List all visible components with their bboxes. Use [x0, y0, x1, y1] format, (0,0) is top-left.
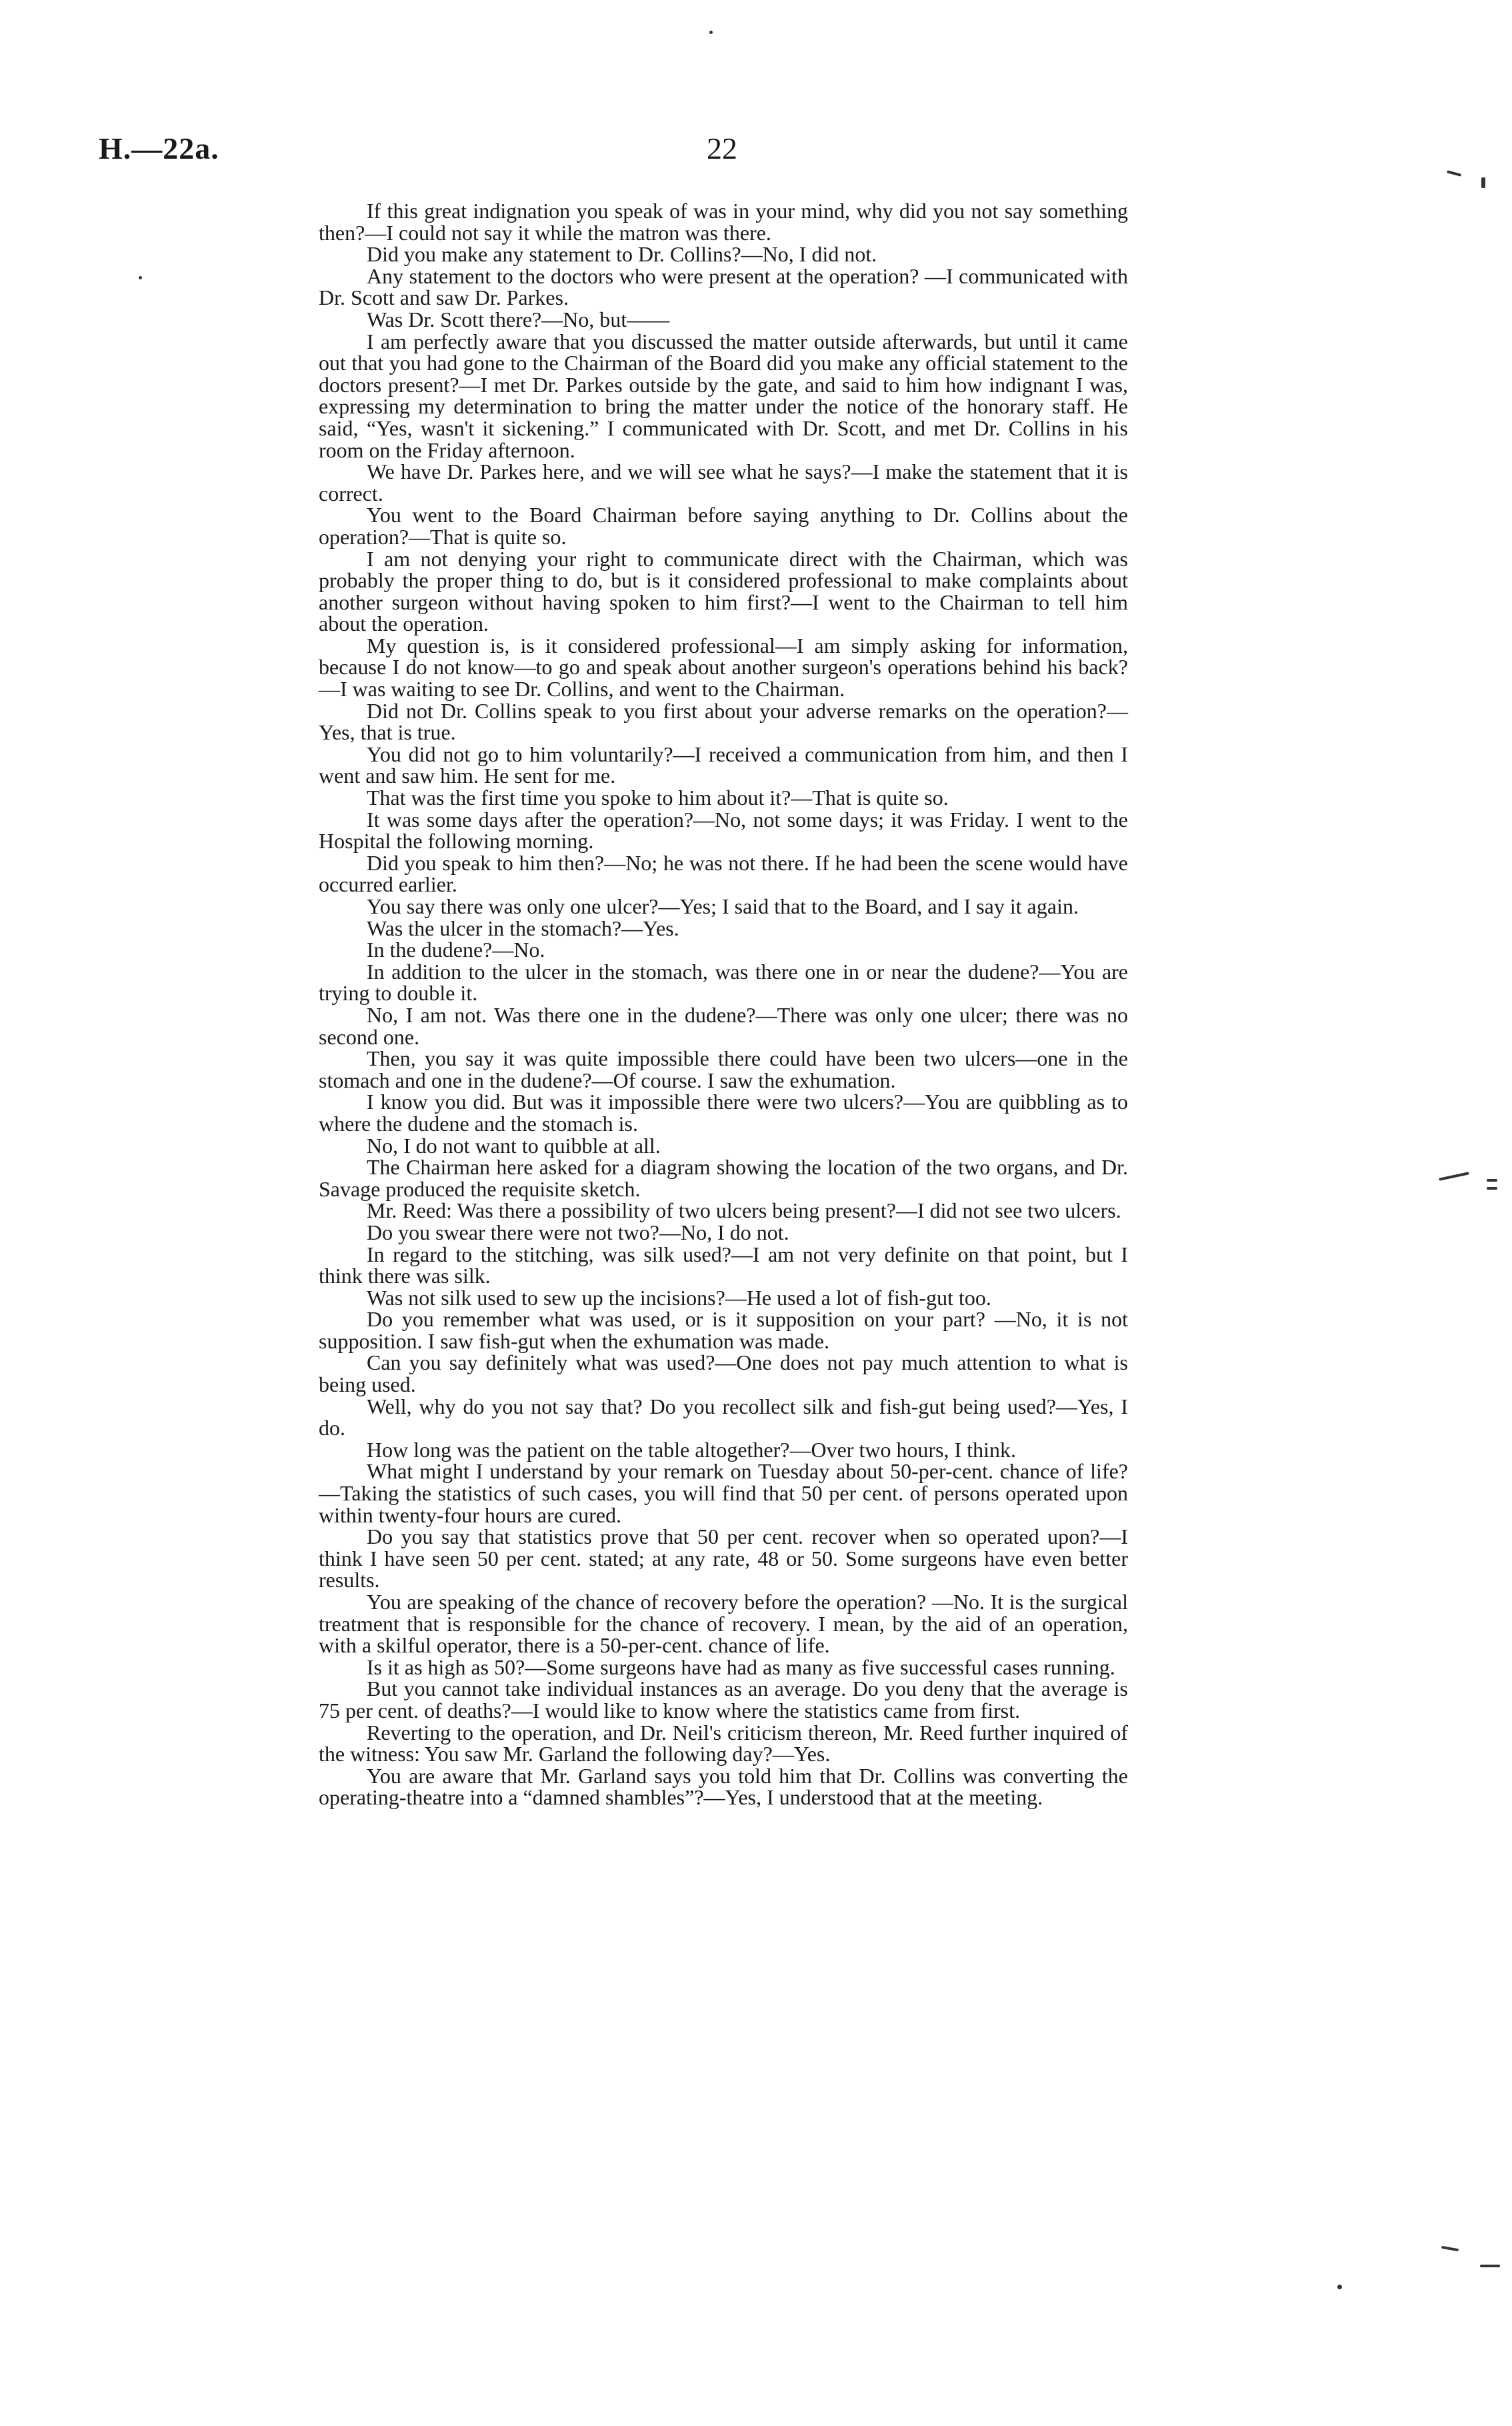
scan-mark [1441, 2246, 1459, 2251]
paragraph: Then, you say it was quite impossible there could have been two ulcers—one in the stomach and one in the dudene?—Of course. I saw the exhumation. [319, 1046, 1128, 1092]
paragraph: Is it as high as 50?—Some surgeons have had as many as five successful cases running. [367, 1654, 1115, 1679]
paragraph: Was not silk used to sew up the incisions?—He used a lot of fish-gut too. [367, 1285, 991, 1310]
page-header [0, 131, 1512, 177]
paragraph: That was the first time you spoke to him about it?—That is quite so. [367, 786, 949, 810]
paragraph: You are speaking of the chance of recovery before the operation? —No. It is the surgical treatment that is responsible for the chance of recovery. I mean, by the aid of an operation, with a skilful operator, there is a 50-per-cent. chance of life. [319, 1590, 1128, 1658]
paragraph: You went to the Board Chairman before saying anything to Dr. Collins about the operation?—That is quite so. [319, 503, 1128, 549]
scan-mark [1439, 1172, 1469, 1180]
paragraph: No, I am not. Was there one in the dudene?—There was only one ulcer; there was no second one. [319, 1002, 1128, 1049]
paragraph: If this great indignation you speak of was in your mind, why did you not say something then?—I could not say it while the matron was there. [319, 199, 1128, 245]
paragraph: You say there was only one ulcer?—Yes; I said that to the Board, and I say it again. [367, 894, 1079, 918]
paragraph: Can you say definitely what was used?—One does not pay much attention to what is being used. [319, 1350, 1128, 1397]
paragraph: In addition to the ulcer in the stomach, was there one in or near the dudene?—You are trying to double it. [319, 959, 1128, 1006]
paragraph: My question is, is it considered professional—I am simply asking for information, because I do not know—to go and speak about another surgeon's operations behind his back?—I was waiting to see Dr. Collins, and went to the Chairman. [319, 633, 1128, 702]
paragraph: How long was the patient on the table altogether?—Over two hours, I think. [367, 1437, 1016, 1462]
paragraph: Do you say that statistics prove that 50 per cent. recover when so operated upon?—I think I have seen 50 per cent. stated; at any rate, 48 or 50. Some surgeons have even better results. [319, 1524, 1128, 1592]
paragraph: Did you speak to him then?—No; he was not there. If he had been the scene would have occurred earlier. [319, 850, 1128, 897]
paragraph: Do you swear there were not two?—No, I do not. [367, 1220, 789, 1244]
paragraph: Any statement to the doctors who were present at the operation? —I communicated with Dr. Scott and saw Dr. Parkes. [319, 263, 1128, 310]
paragraph: You did not go to him voluntarily?—I received a communication from him, and then I went and saw him. He sent for me. [319, 742, 1128, 788]
paragraph: The Chairman here asked for a diagram showing the location of the two organs, and Dr. Savage produced the requisite sketch. [319, 1155, 1128, 1201]
scan-mark [1487, 1187, 1497, 1190]
scan-speck [709, 31, 713, 34]
scan-mark [1481, 177, 1485, 188]
paragraph: We have Dr. Parkes here, and we will see what he says?—I make the statement that it is correct. [319, 459, 1128, 505]
paragraph: Mr. Reed: Was there a possibility of two ulcers being present?—I did not see two ulcers. [367, 1198, 1121, 1223]
paragraph: Was Dr. Scott there?—No, but—— [367, 307, 670, 331]
paragraph: Well, why do you not say that? Do you recollect silk and fish-gut being used?—Yes, I do. [319, 1394, 1128, 1440]
paragraph: You are aware that Mr. Garland says you told him that Dr. Collins was converting the operating-theatre into a “damned shambles”?—Yes, I understood that at the meeting. [319, 1763, 1128, 1810]
paragraph: Was the ulcer in the stomach?—Yes. [367, 916, 679, 940]
transcript-body [319, 200, 1128, 1808]
document-reference: H.—22a. [99, 131, 219, 165]
paragraph: In regard to the stitching, was silk used?—I am not very definite on that point, but I think there was silk. [319, 1242, 1128, 1288]
paragraph: I know you did. But was it impossible there were two ulcers?—You are quibbling as to where the dudene and the stomach is. [319, 1090, 1128, 1136]
paragraph: In the dudene?—No. [367, 938, 545, 962]
paragraph: I am not denying your right to communicate direct with the Chairman, which was probably the proper thing to do, but is it considered professional to make complaints about another surgeon without having spoken to him first?—I went to the Chairman to tell him about the operation. [319, 546, 1128, 636]
paragraph: It was some days after the operation?—No, not some days; it was Friday. I went to the Hospital the following morning. [319, 807, 1128, 854]
paragraph: No, I do not want to quibble at all. [367, 1133, 661, 1158]
paragraph: Do you remember what was used, or is it supposition on your part? —No, it is not supposition. I saw fish-gut when the exhumation was made. [319, 1307, 1128, 1353]
page-number: 22 [707, 131, 737, 165]
paragraph: What might I understand by your remark on Tuesday about 50-per-cent. chance of life?—Taking the statistics of such cases, you will find that 50 per cent. of persons operated upon within twenty-four hours are cured. [319, 1459, 1128, 1527]
scan-mark [1480, 2265, 1500, 2267]
paragraph: But you cannot take individual instances as an average. Do you deny that the average is 75 per cent. of deaths?—I would like to know where the statistics came from first. [319, 1676, 1128, 1722]
scan-speck [139, 276, 142, 279]
scan-speck [1337, 2285, 1342, 2289]
paragraph: Did you make any statement to Dr. Collins?—No, I did not. [367, 242, 877, 267]
paragraph: I am perfectly aware that you discussed the matter outside afterwards, but until it came out that you had gone to the Chairman of the Board did you make any official statement to the doctors present?—I met Dr. Parkes outside by the gate, and said to him how indignant I was, expressing my determination to bring the matter under the notice of the honorary staff. He said, “Yes, wasn't it sickening.” I communicated with Dr. Scott, and met Dr. Collins in his room on the Friday afternoon. [319, 329, 1128, 462]
paragraph: Reverting to the operation, and Dr. Neil's criticism thereon, Mr. Reed further inquired of the witness: You saw Mr. Garland the following day?—Yes. [319, 1720, 1128, 1766]
scan-mark [1487, 1179, 1497, 1182]
paragraph: Did not Dr. Collins speak to you first about your adverse remarks on the operation?—Yes, that is true. [319, 698, 1128, 745]
